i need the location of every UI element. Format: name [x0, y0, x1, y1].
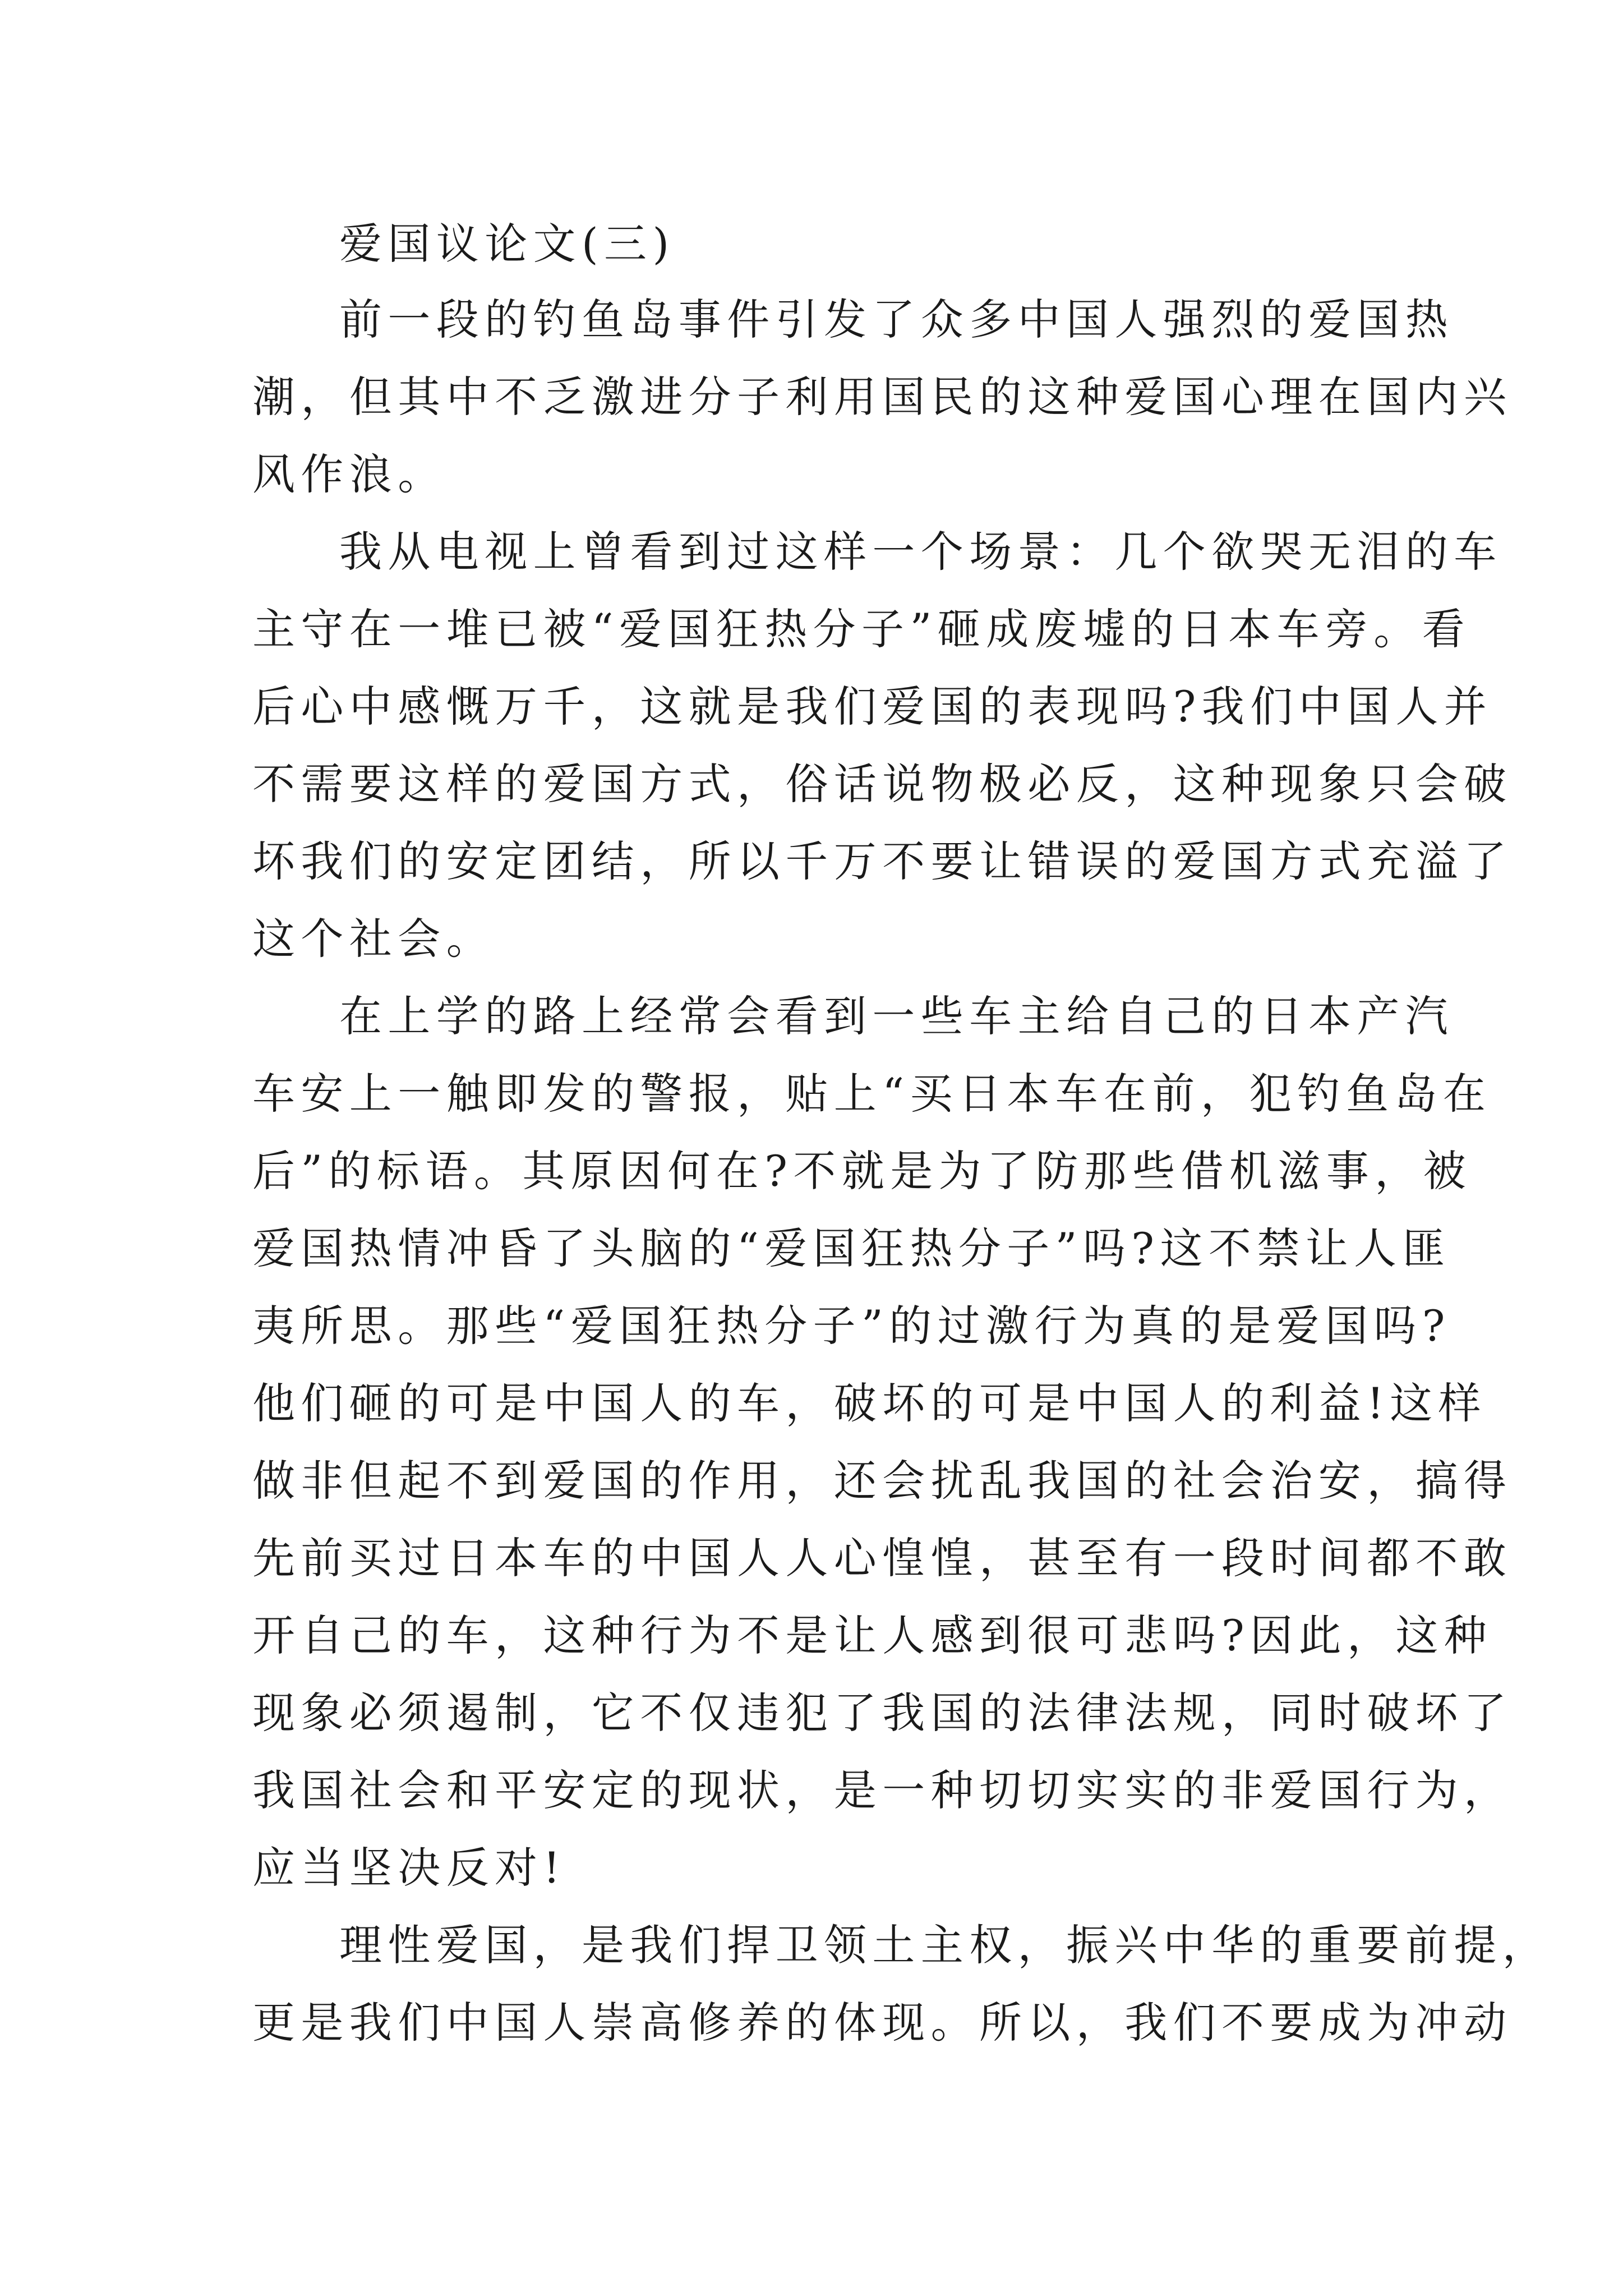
document-title: 爱国议论文(三): [339, 219, 675, 269]
paragraph-line: 现象必须遏制，它不仅违犯了我国的法律法规，同时破坏了: [252, 1688, 1513, 1738]
paragraph-line: 潮，但其中不乏激进分子利用国民的这种爱国心理在国内兴: [252, 372, 1513, 422]
paragraph-line: 他们砸的可是中国人的车，破坏的可是中国人的利益!这样: [252, 1378, 1487, 1428]
paragraph-line: 车安上一触即发的警报，贴上“买日本车在前，犯钓鱼岛在: [252, 1069, 1492, 1119]
paragraph-line: 开自己的车，这种行为不是让人感到很可悲吗?因此，这种: [252, 1611, 1493, 1660]
paragraph-line: 理性爱国，是我们捍卫领土主权，振兴中华的重要前提，: [339, 1920, 1551, 1970]
paragraph-line: 更是我们中国人崇高修养的体现。所以，我们不要成为冲动: [252, 1998, 1513, 2047]
paragraph-line: 后心中感慨万千，这就是我们爱国的表现吗?我们中国人并: [252, 682, 1493, 731]
paragraph-line: 我国社会和平安定的现状，是一种切切实实的非爱国行为，: [252, 1765, 1513, 1815]
paragraph-line: 在上学的路上经常会看到一些车主给自己的日本产汽: [339, 991, 1454, 1041]
paragraph-line: 风作浪。: [252, 449, 446, 499]
paragraph-line: 我从电视上曾看到过这样一个场景：几个欲哭无泪的车: [339, 527, 1502, 577]
document-page: [252, 0, 1551, 2296]
paragraph-line: 主守在一堆已被“爱国狂热分子”砸成废墟的日本车旁。看: [252, 604, 1471, 654]
paragraph-line: 应当坚决反对!: [252, 1843, 566, 1893]
paragraph-line: 坏我们的安定团结，所以千万不要让错误的爱国方式充溢了: [252, 836, 1513, 886]
paragraph-line: 夷所思。那些“爱国狂热分子”的过激行为真的是爱国吗?: [252, 1301, 1451, 1351]
paragraph-line: 先前买过日本车的中国人人心惶惶，甚至有一段时间都不敢: [252, 1533, 1513, 1583]
paragraph-line: 爱国热情冲昏了头脑的“爱国狂热分子”吗?这不禁让人匪: [252, 1223, 1451, 1273]
paragraph-line: 这个社会。: [252, 914, 495, 964]
paragraph-line: 不需要这样的爱国方式，俗话说物极必反，这种现象只会破: [252, 759, 1513, 809]
paragraph-line: 前一段的钓鱼岛事件引发了众多中国人强烈的爱国热: [339, 295, 1454, 344]
paragraph-line: 做非但起不到爱国的作用，还会扰乱我国的社会治安，搞得: [252, 1456, 1513, 1506]
paragraph-line: 后”的标语。其原因何在?不就是为了防那些借机滋事，被: [252, 1146, 1472, 1196]
